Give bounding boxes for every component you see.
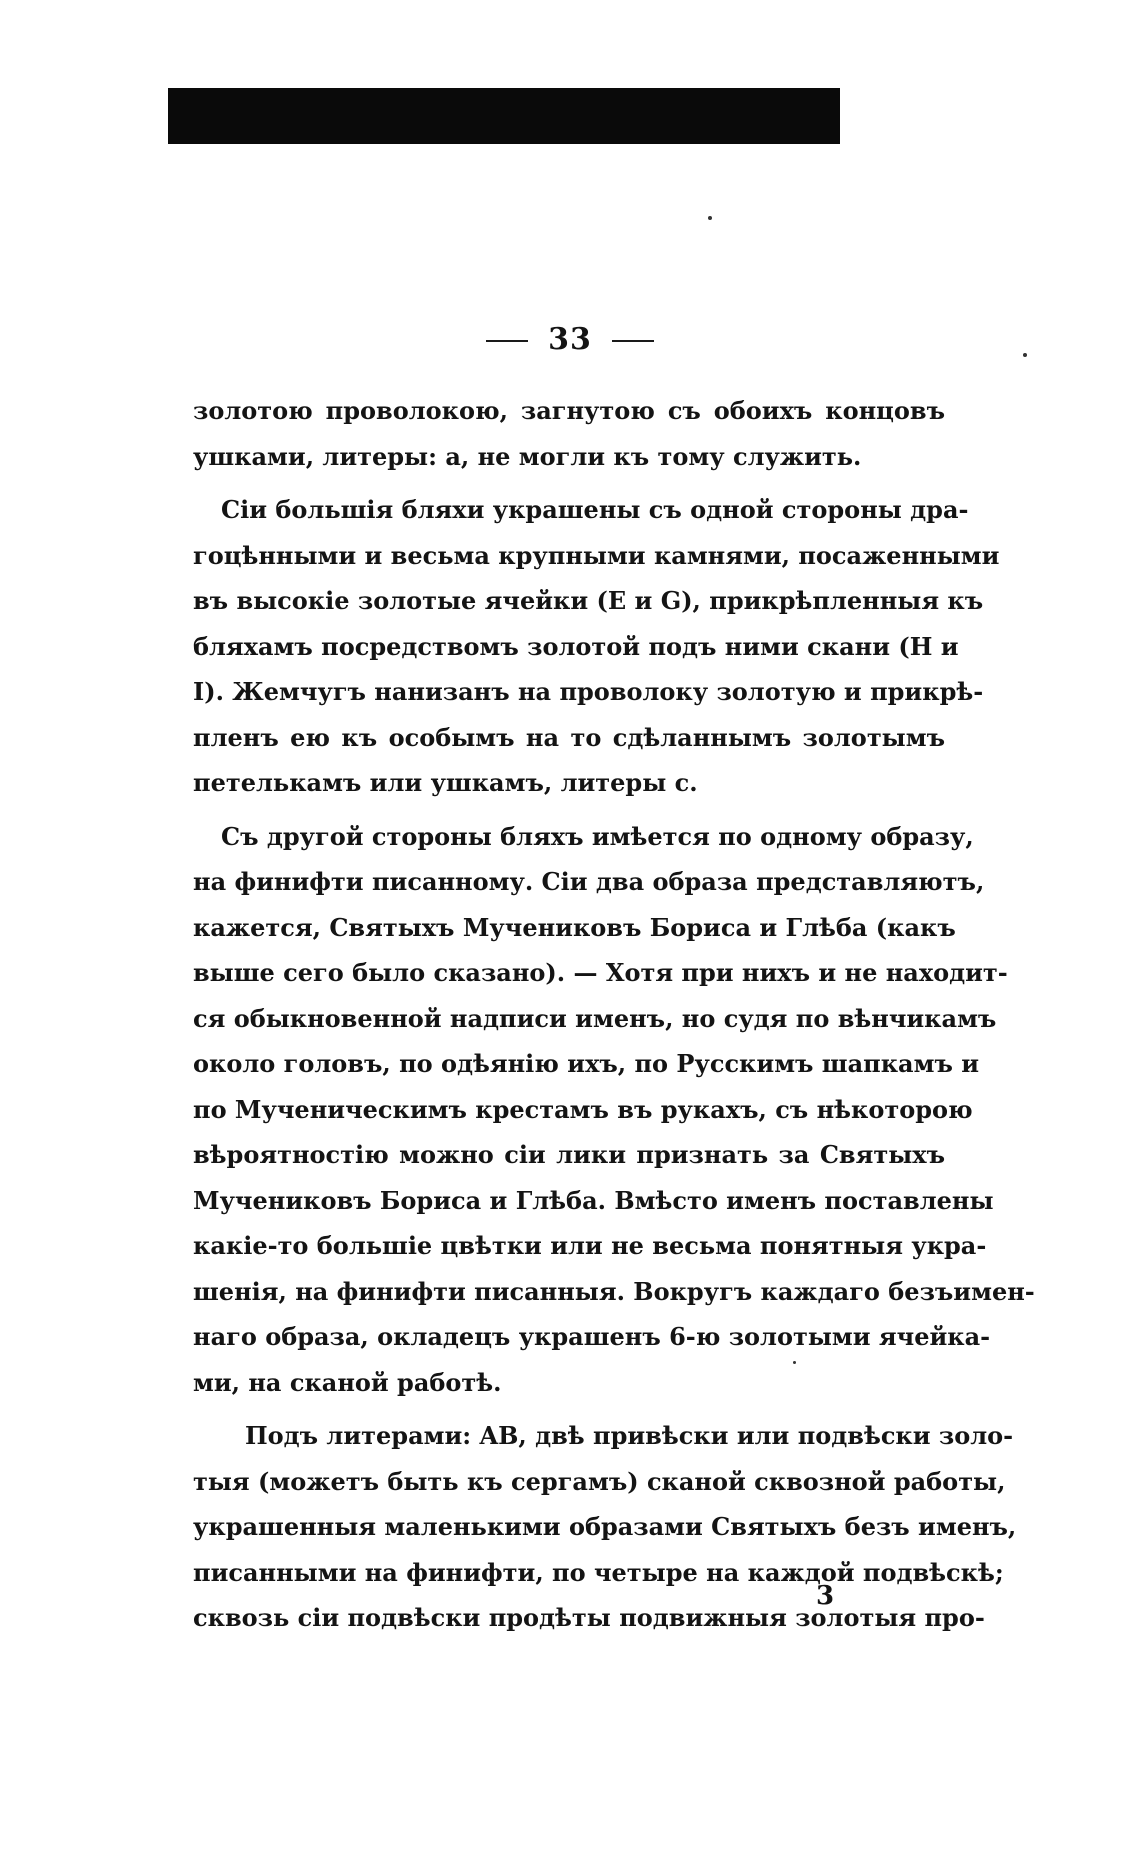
text-line: наго образа, окладецъ украшенъ 6-ю золотыми ячейка- xyxy=(193,1322,991,1351)
text-line: шенія, на финифти писанныя. Вокругъ каждаго безъимен- xyxy=(193,1276,1035,1306)
text-line: гоцѣнными и весьма крупными камнями, посаженными xyxy=(193,540,1000,570)
text-line: Подъ литерами: AB, двѣ привѣски или подвѣски золо- xyxy=(245,1421,1014,1450)
text-line: кажется, Святыхъ Мучениковъ Бориса и Глѣба (какъ xyxy=(193,912,956,942)
text-line: Съ другой стороны бляхъ имѣется по одному образу, xyxy=(221,821,974,851)
text-line: писанными на финифти, по четыре на каждой подвѣскѣ; xyxy=(193,1557,1004,1587)
text-line: I). Жемчугъ нанизанъ на проволоку золотую и прикрѣ- xyxy=(193,677,984,706)
page-number-header xyxy=(0,322,1140,357)
text-line: около головъ, по одѣянію ихъ, по Русскимъ шапкамъ и xyxy=(193,1049,980,1078)
signature-mark: 3 xyxy=(816,1581,835,1611)
text-line: Сіи большія бляхи украшены съ одной стороны дра- xyxy=(221,495,969,524)
text-line: украшенныя маленькими образами Святыхъ безъ именъ, xyxy=(193,1512,1017,1541)
text-line: вѣроятностію можно сіи лики признать за Святыхъ xyxy=(193,1140,945,1169)
ink-speck xyxy=(708,216,712,220)
text-line: ушками, литеры: a, не могли къ тому служить. xyxy=(193,441,862,471)
header-dash-left xyxy=(486,340,528,342)
text-line: въ высокіе золотые ячейки (E и G), прикрѣпленныя къ xyxy=(193,586,984,615)
text-line: по Мученическимъ крестамъ въ рукахъ, съ нѣкоторою xyxy=(193,1094,973,1124)
header-dash-right xyxy=(612,340,654,342)
page-body-text xyxy=(193,388,1035,1641)
text-line: тыя (можетъ быть къ сергамъ) сканой сквозной работы, xyxy=(193,1466,1006,1496)
text-line: какіе-то большіе цвѣтки или не весьма понятныя укра- xyxy=(193,1231,987,1260)
text-line: сквозь сіи подвѣски продѣты подвижныя золотыя про- xyxy=(193,1603,985,1632)
text-line: петелькамъ или ушкамъ, литеры c. xyxy=(193,768,698,797)
page-number: 33 xyxy=(548,322,592,357)
text-line: ми, на сканой работѣ. xyxy=(193,1367,502,1397)
text-line: пленъ ею къ особымъ на то сдѣланнымъ золотымъ xyxy=(193,722,945,752)
text-line: бляхамъ посредствомъ золотой подъ ними скани (H и xyxy=(193,631,959,661)
text-line: выше сего было сказано). — Хотя при нихъ и не находит- xyxy=(193,958,1008,987)
text-line: золотою проволокою, загнутою съ обоихъ концовъ xyxy=(193,396,945,425)
text-line: на финифти писанному. Сіи два образа представляютъ, xyxy=(193,867,985,896)
redaction-band xyxy=(168,88,840,144)
text-line: ся обыкновенной надписи именъ, но судя по вѣнчикамъ xyxy=(193,1003,997,1033)
text-line: Мучениковъ Бориса и Глѣба. Вмѣсто именъ поставлены xyxy=(193,1185,994,1215)
